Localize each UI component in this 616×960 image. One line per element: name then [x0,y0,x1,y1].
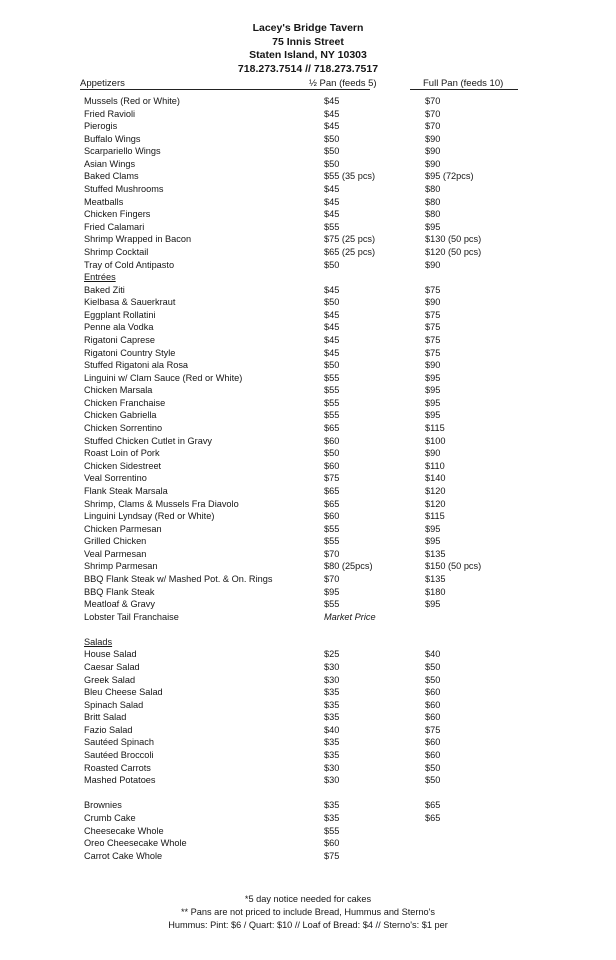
full-pan-price: $50 [425,674,441,685]
menu-item-row [84,724,554,737]
full-pan-column-heading: Full Pan (feeds 10) [423,78,504,89]
half-pan-price: $55 [324,385,340,396]
half-pan-price: $30 [324,762,340,773]
menu-item-row [84,762,554,775]
half-pan-price: $55 (35 pcs) [324,171,376,182]
full-pan-price: $40 [425,649,441,660]
menu-item-row [84,359,554,372]
half-pan-price: $65 [324,498,340,509]
half-pan-price: $55 [324,410,340,421]
half-pan-price: $45 [324,121,340,132]
item-name: Chicken Marsala [84,385,153,396]
menu-item-row [84,686,554,699]
menu-item-row [84,296,554,309]
menu-item-row [84,196,554,209]
half-pan-price: $50 [324,133,340,144]
menu-item-row [84,347,554,360]
item-name: Baked Clams [84,171,139,182]
full-pan-price: $95 [425,599,441,610]
half-pan-price: $45 [324,322,340,333]
item-name: Shrimp Parmesan [84,561,158,572]
item-name: Shrimp, Clams & Mussels Fra Diavolo [84,498,239,509]
item-name: Linguini Lyndsay (Red or White) [84,511,215,522]
half-pan-price: $45 [324,284,340,295]
menu-item-row [84,334,554,347]
menu-item-row [84,233,554,246]
extras-pricing: Hummus: Pint: $6 / Quart: $10 // Loaf of Bread: $4 // Sterno's: $1 per [168,920,448,931]
menu-item-row [84,183,554,196]
menu-item-row [84,535,554,548]
row-spacer [84,787,554,800]
half-pan-price: $45 [324,196,340,207]
full-pan-price: $180 [425,586,446,597]
full-pan-price: $110 [425,460,445,471]
full-pan-price: $95 [425,372,441,383]
menu-item-row [84,523,554,536]
item-name: Baked Ziti [84,284,125,295]
item-name: Chicken Fingers [84,209,151,220]
menu-item-row [84,460,554,473]
full-pan-price: $95 [425,410,441,421]
cake-notice: *5 day notice needed for cakes [244,894,372,904]
menu-item-row [84,749,554,762]
header-rule-right [410,89,518,90]
full-pan-price: $120 [425,485,446,496]
item-name: Scarpariello Wings [84,146,161,157]
item-name: Shrimp Cocktail [84,246,149,257]
full-pan-price: $50 [425,762,441,773]
full-pan-price: $90 [425,297,441,308]
item-name: Spinach Salad [84,699,144,710]
item-name: Stuffed Mushrooms [84,184,164,195]
menu-item-row [84,485,554,498]
full-pan-price: $80 [425,209,441,220]
full-pan-price: $90 [425,360,441,371]
half-pan-price: $45 [324,184,340,195]
menu-item-row [84,648,554,661]
item-name: Chicken Parmesan [84,523,162,534]
menu-item-row [84,510,554,523]
item-name: Crumb Cake [84,812,136,823]
half-pan-price: $45 [324,96,340,106]
item-name: Mussels (Red or White) [84,96,180,106]
item-name: Rigatoni Country Style [84,347,176,358]
full-pan-price: $75 [425,322,441,333]
half-pan-price: $55 [324,372,340,383]
full-pan-price: $75 [425,309,441,320]
menu-item-row [84,384,554,397]
item-name: Veal Parmesan [84,548,147,559]
menu-item-row [84,560,554,573]
half-pan-price: $55 [324,397,340,408]
half-pan-price: $25 [324,649,340,660]
full-pan-price: $90 [425,259,441,270]
half-pan-price: $80 (25pcs) [324,561,373,572]
menu-item-row [84,799,554,812]
item-name: Shrimp Wrapped in Bacon [84,234,192,245]
half-pan-column-heading: ½ Pan (feeds 5) [309,78,377,89]
half-pan-price: $65 [324,423,340,434]
menu-item-row [84,372,554,385]
item-name: BBQ Flank Steak w/ Mashed Pot. & On. Rings [84,573,273,584]
half-pan-price: $35 [324,750,340,761]
half-pan-price: $50 [324,158,340,169]
menu-items-list [84,95,554,862]
full-pan-price: $120 [425,498,446,509]
half-pan-price: $40 [324,724,340,735]
full-pan-price: $150 (50 pcs) [425,561,482,572]
item-name: Buffalo Wings [84,133,141,144]
half-pan-price: $35 [324,712,340,723]
item-name: Roast Loin of Pork [84,448,160,459]
item-name: Oreo Cheesecake Whole [84,838,187,849]
item-name: Caesar Salad [84,662,140,673]
full-pan-price: $95 [425,536,441,547]
full-pan-price: $130 (50 pcs) [425,234,482,245]
item-name: Asian Wings [84,158,136,169]
full-pan-price: $50 [425,775,441,786]
half-pan-price: $75 [324,850,340,861]
half-pan-price: $55 [324,599,340,610]
section-heading [84,636,554,649]
half-pan-price: $60 [324,435,340,446]
half-pan-price: $35 [324,699,340,710]
half-pan-price: $65 [324,485,340,496]
half-pan-price: $70 [324,573,340,584]
menu-item-row [84,208,554,221]
menu-item-row [84,422,554,435]
full-pan-price: $70 [425,108,441,119]
item-name: Salads [84,636,113,647]
menu-item-row [84,573,554,586]
menu-item-row [84,812,554,825]
item-name: Sautéed Broccoli [84,750,154,761]
menu-item-row [84,548,554,561]
half-pan-price: $35 [324,737,340,748]
half-pan-price: $30 [324,775,340,786]
appetizers-column-heading: Appetizers [80,78,125,89]
item-name: Stuffed Chicken Cutlet in Gravy [84,435,213,446]
half-pan-price: $45 [324,347,340,358]
menu-item-row [84,108,554,121]
menu-item-row [84,120,554,133]
full-pan-price: $100 [425,435,446,446]
full-pan-price: $60 [425,712,441,723]
item-name: Mashed Potatoes [84,775,156,786]
item-name: Meatballs [84,196,124,207]
menu-item-row [84,825,554,838]
item-name: House Salad [84,649,137,660]
item-name: Britt Salad [84,712,127,723]
menu-item-row [84,586,554,599]
full-pan-price: $80 [425,196,441,207]
item-name: Greek Salad [84,674,136,685]
item-name: Tray of Cold Antipasto [84,259,175,270]
item-name: Eggplant Rollatini [84,309,156,320]
menu-item-row [84,661,554,674]
full-pan-price: $60 [425,687,441,698]
half-pan-price: $45 [324,209,340,220]
menu-item-row [84,850,554,863]
item-name: Fazio Salad [84,724,133,735]
item-name: Grilled Chicken [84,536,147,547]
half-pan-price: $35 [324,812,340,823]
item-name: Pierogis [84,121,118,132]
full-pan-price: $75 [425,284,441,295]
menu-item-row [84,309,554,322]
full-pan-price: $60 [425,737,441,748]
menu-item-row [84,674,554,687]
half-pan-price: $95 [324,586,340,597]
menu-item-row [84,447,554,460]
full-pan-price: $115 [425,511,445,522]
half-pan-price: $45 [324,309,340,320]
full-pan-price: $90 [425,158,441,169]
phone-numbers: 718.273.7514 // 718.273.7517 [237,62,379,75]
half-pan-price: $75 [324,473,340,484]
full-pan-price: $65 [425,812,441,823]
item-name: Chicken Franchaise [84,397,166,408]
menu-item-row [84,221,554,234]
half-pan-price: $45 [324,108,340,119]
street-address: 75 Innis Street [272,35,344,48]
full-pan-price: $50 [425,662,441,673]
half-pan-price: Market Price [324,611,376,622]
half-pan-price: $55 [324,523,340,534]
item-name: Roasted Carrots [84,762,151,773]
full-pan-price: $60 [425,699,441,710]
full-pan-price: $95 (72pcs) [425,171,474,182]
item-name: Chicken Gabriella [84,410,157,421]
pan-pricing-notice: ** Pans are not priced to include Bread, Hummus and Sterno's [180,907,436,918]
full-pan-price: $75 [425,724,441,735]
full-pan-price: $140 [425,473,446,484]
half-pan-price: $60 [324,511,340,522]
item-name: Linguini w/ Clam Sauce (Red or White) [84,372,243,383]
half-pan-price: $60 [324,460,340,471]
half-pan-price: $55 [324,825,340,836]
item-name: Fried Ravioli [84,108,136,119]
menu-item-row [84,774,554,787]
item-name: Sautéed Spinach [84,737,154,748]
item-name: Bleu Cheese Salad [84,687,163,698]
menu-item-row [84,259,554,272]
menu-item-row [84,284,554,297]
item-name: Rigatoni Caprese [84,334,155,345]
half-pan-price: $55 [324,221,340,232]
item-name: Carrot Cake Whole [84,850,163,861]
full-pan-price: $95 [425,397,441,408]
menu-item-row [84,158,554,171]
half-pan-price: $35 [324,800,340,811]
restaurant-name: Lacey's Bridge Tavern [252,22,364,34]
menu-item-row [84,699,554,712]
item-name: Entrées [84,272,116,283]
menu-item-row [84,133,554,146]
half-pan-price: $30 [324,662,340,673]
menu-header [0,22,616,76]
item-name: Flank Steak Marsala [84,485,168,496]
city-address: Staten Island, NY 10303 [249,49,367,62]
full-pan-price: $75 [425,334,441,345]
full-pan-price: $115 [425,423,445,434]
menu-item-row [84,246,554,259]
full-pan-price: $70 [425,121,441,132]
half-pan-price: $70 [324,548,340,559]
menu-item-row [84,472,554,485]
full-pan-price: $90 [425,146,441,157]
item-name: Stuffed Rigatoni ala Rosa [84,360,189,371]
full-pan-price: $95 [425,385,441,396]
menu-item-row [84,409,554,422]
menu-item-row [84,170,554,183]
menu-item-row [84,435,554,448]
full-pan-price: $90 [425,448,441,459]
full-pan-price: $60 [425,750,441,761]
half-pan-price: $60 [324,838,340,849]
full-pan-price: $135 [425,548,446,559]
half-pan-price: $50 [324,146,340,157]
row-spacer [84,623,554,636]
item-name: Chicken Sorrentino [84,423,163,434]
item-name: Penne ala Vodka [84,322,154,333]
half-pan-price: $50 [324,297,340,308]
item-name: Kielbasa & Sauerkraut [84,297,176,308]
half-pan-price: $50 [324,259,340,270]
menu-item-row [84,498,554,511]
item-name: Cheesecake Whole [84,825,164,836]
item-name: Fried Calamari [84,221,145,232]
full-pan-price: $80 [425,184,441,195]
full-pan-price: $120 (50 pcs) [425,246,482,257]
header-rule-left [80,89,370,90]
menu-item-row [84,837,554,850]
item-name: Lobster Tail Franchaise [84,611,179,622]
half-pan-price: $50 [324,448,340,459]
full-pan-price: $90 [425,133,441,144]
menu-item-row [84,397,554,410]
item-name: Chicken Sidestreet [84,460,162,471]
full-pan-price: $70 [425,96,441,106]
full-pan-price: $135 [425,573,446,584]
item-name: BBQ Flank Steak [84,586,155,597]
section-heading [84,271,554,284]
menu-item-row [84,321,554,334]
half-pan-price: $45 [324,334,340,345]
half-pan-price: $35 [324,687,340,698]
half-pan-price: $30 [324,674,340,685]
menu-item-row [84,711,554,724]
full-pan-price: $75 [425,347,441,358]
menu-footer [0,893,616,933]
half-pan-price: $75 (25 pcs) [324,234,376,245]
item-name: Brownies [84,800,122,811]
full-pan-price: $65 [425,800,441,811]
menu-item-row [84,145,554,158]
menu-item-row [84,95,554,108]
half-pan-price: $50 [324,360,340,371]
item-name: Meatloaf & Gravy [84,599,155,610]
half-pan-price: $65 (25 pcs) [324,246,376,257]
menu-item-row [84,611,554,624]
half-pan-price: $55 [324,536,340,547]
item-name: Veal Sorrentino [84,473,147,484]
menu-item-row [84,736,554,749]
full-pan-price: $95 [425,221,441,232]
full-pan-price: $95 [425,523,441,534]
menu-item-row [84,598,554,611]
